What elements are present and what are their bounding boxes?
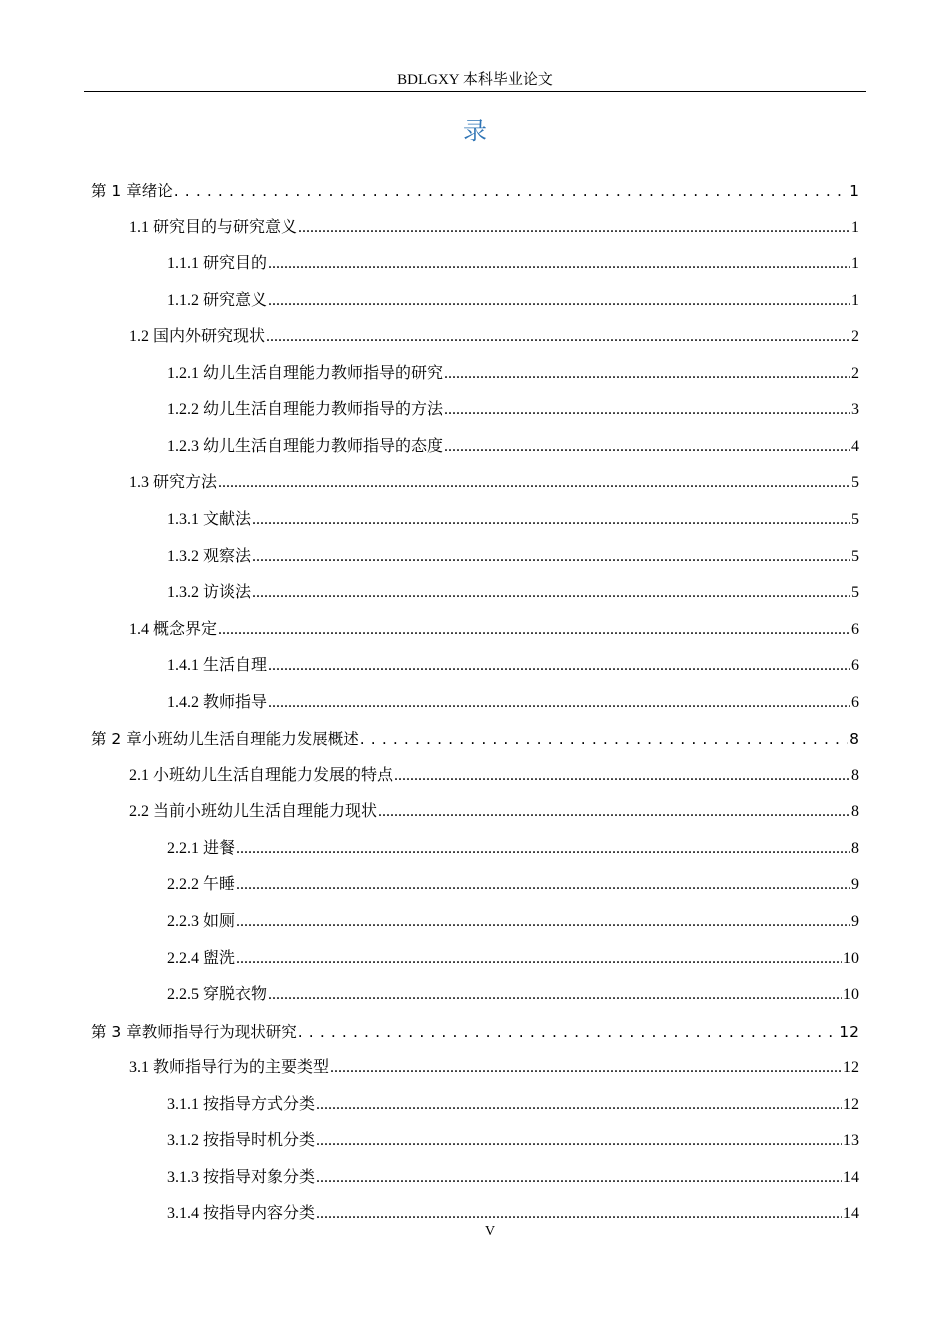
toc-entry[interactable] xyxy=(167,1129,859,1153)
toc-entry-label: 3.1.1 按指导方式分类 xyxy=(167,1096,316,1113)
toc-entry-label: 1.4.2 教师指导 xyxy=(167,694,268,711)
toc-entry-label: 1.3 研究方法 xyxy=(129,474,218,491)
toc-entry[interactable] xyxy=(91,727,859,751)
toc-dot-leader xyxy=(268,252,850,276)
toc-dot-leader xyxy=(444,435,850,459)
toc-entry[interactable] xyxy=(167,362,859,386)
toc-entry[interactable] xyxy=(91,1020,859,1044)
toc-entry[interactable] xyxy=(167,1166,859,1190)
page-number: V xyxy=(484,1224,496,1239)
toc-entry[interactable] xyxy=(167,581,859,605)
toc-dot-leader xyxy=(236,947,842,971)
header-divider xyxy=(84,91,866,92)
toc-entry-label: 1.3.2 访谈法 xyxy=(167,584,252,601)
toc-entry[interactable] xyxy=(129,216,859,240)
toc-dot-leader xyxy=(236,837,850,861)
toc-entry-page: 14 xyxy=(843,1169,859,1186)
toc-entry-page: 5 xyxy=(851,511,859,528)
toc-entry-label: 2.2.5 穿脱衣物 xyxy=(167,986,268,1003)
toc-entry-label: 3.1 教师指导行为的主要类型 xyxy=(129,1059,330,1076)
toc-entry-page: 10 xyxy=(843,986,859,1003)
toc-entry-label: 1.2.2 幼儿生活自理能力教师指导的方法 xyxy=(167,401,444,418)
toc-entry-page: 6 xyxy=(851,621,859,638)
toc-entry-label: 1.4.1 生活自理 xyxy=(167,657,268,674)
toc-entry[interactable] xyxy=(167,873,859,897)
toc-entry-label: 第 1 章绪论 xyxy=(91,182,173,200)
toc-entry[interactable] xyxy=(129,764,859,788)
toc-entry[interactable] xyxy=(167,252,859,276)
toc-entry-label: 1.3.1 文献法 xyxy=(167,511,252,528)
toc-entry-page: 2 xyxy=(851,328,859,345)
toc-entry-page: 4 xyxy=(851,438,859,455)
toc-dot-leader xyxy=(360,727,848,751)
toc-dot-leader xyxy=(316,1166,842,1190)
toc-entry[interactable] xyxy=(167,289,859,313)
toc-entry-page: 8 xyxy=(849,730,859,748)
toc-dot-leader xyxy=(316,1093,842,1117)
toc-entry-label: 2.2.2 午睡 xyxy=(167,876,236,893)
toc-dot-leader xyxy=(298,216,850,240)
toc-dot-leader xyxy=(268,654,850,678)
toc-entry-page: 6 xyxy=(851,694,859,711)
toc-entry[interactable] xyxy=(129,325,859,349)
toc-dot-leader xyxy=(252,508,850,532)
toc-dot-leader xyxy=(444,362,850,386)
toc-entry-label: 1.3.2 观察法 xyxy=(167,548,252,565)
toc-dot-leader xyxy=(298,1020,839,1044)
toc-entry-page: 5 xyxy=(851,474,859,491)
toc-entry-label: 2.2 当前小班幼儿生活自理能力现状 xyxy=(129,803,378,820)
toc-dot-leader xyxy=(330,1056,842,1080)
toc-entry[interactable] xyxy=(167,691,859,715)
toc-entry[interactable] xyxy=(167,983,859,1007)
toc-entry-page: 1 xyxy=(849,182,859,200)
toc-entry-label: 1.1 研究目的与研究意义 xyxy=(129,219,298,236)
toc-dot-leader xyxy=(394,764,850,788)
toc-entry-page: 12 xyxy=(843,1096,859,1113)
toc-dot-leader xyxy=(444,398,850,422)
toc-entry[interactable] xyxy=(129,618,859,642)
toc-entry[interactable] xyxy=(167,910,859,934)
toc-entry-page: 9 xyxy=(851,876,859,893)
toc-dot-leader xyxy=(218,471,850,495)
toc-dot-leader xyxy=(236,910,850,934)
page-header: BDLGXY 本科毕业论文 xyxy=(397,72,553,88)
toc-entry[interactable] xyxy=(167,435,859,459)
toc-entry-page: 8 xyxy=(851,767,859,784)
toc-entry-label: 1.2.1 幼儿生活自理能力教师指导的研究 xyxy=(167,365,444,382)
toc-entry-page: 10 xyxy=(843,950,859,967)
toc-entry-page: 14 xyxy=(843,1205,859,1222)
toc-entry[interactable] xyxy=(167,837,859,861)
toc-entry-page: 1 xyxy=(851,219,859,236)
toc-dot-leader xyxy=(252,581,850,605)
toc-entry-page: 5 xyxy=(851,584,859,601)
toc-entry-label: 1.1.2 研究意义 xyxy=(167,292,268,309)
toc-entry-label: 第 3 章教师指导行为现状研究 xyxy=(91,1023,297,1041)
toc-entry-label: 3.1.4 按指导内容分类 xyxy=(167,1205,316,1222)
toc-entry[interactable] xyxy=(167,545,859,569)
toc-dot-leader xyxy=(174,179,848,203)
toc-dot-leader xyxy=(268,289,850,313)
toc-entry-page: 1 xyxy=(851,255,859,272)
toc-entry-label: 1.2.3 幼儿生活自理能力教师指导的态度 xyxy=(167,438,444,455)
toc-entry[interactable] xyxy=(167,398,859,422)
toc-entry-page: 13 xyxy=(843,1132,859,1149)
toc-dot-leader xyxy=(218,618,850,642)
toc-entry-label: 2.2.1 进餐 xyxy=(167,840,236,857)
toc-entry-page: 8 xyxy=(851,840,859,857)
toc-entry-page: 1 xyxy=(851,292,859,309)
toc-entry[interactable] xyxy=(129,800,859,824)
toc-dot-leader xyxy=(266,325,850,349)
toc-entry-label: 1.2 国内外研究现状 xyxy=(129,328,266,345)
toc-entry-label: 2.1 小班幼儿生活自理能力发展的特点 xyxy=(129,767,394,784)
toc-entry-page: 12 xyxy=(839,1023,859,1041)
toc-entry-page: 12 xyxy=(843,1059,859,1076)
toc-entry-page: 6 xyxy=(851,657,859,674)
toc-entry[interactable] xyxy=(167,1093,859,1117)
toc-dot-leader xyxy=(378,800,850,824)
toc-dot-leader xyxy=(316,1129,842,1153)
toc-entry-label: 1.1.1 研究目的 xyxy=(167,255,268,272)
toc-entry-page: 3 xyxy=(851,401,859,418)
toc-title: 录 xyxy=(463,117,487,145)
toc-entry-label: 3.1.2 按指导时机分类 xyxy=(167,1132,316,1149)
toc-dot-leader xyxy=(236,873,850,897)
toc-entry-page: 2 xyxy=(851,365,859,382)
toc-entry-page: 5 xyxy=(851,548,859,565)
toc-entry-label: 3.1.3 按指导对象分类 xyxy=(167,1169,316,1186)
toc-entry[interactable] xyxy=(91,179,859,203)
toc-dot-leader xyxy=(268,691,850,715)
toc-entry-page: 9 xyxy=(851,913,859,930)
toc-entry-label: 第 2 章小班幼儿生活自理能力发展概述 xyxy=(91,730,359,748)
toc-dot-leader xyxy=(252,545,850,569)
toc-entry[interactable] xyxy=(167,508,859,532)
toc-entry-label: 2.2.4 盥洗 xyxy=(167,950,236,967)
toc-entry[interactable] xyxy=(129,1056,859,1080)
toc-dot-leader xyxy=(268,983,842,1007)
toc-entry-page: 8 xyxy=(851,803,859,820)
toc-entry[interactable] xyxy=(129,471,859,495)
toc-entry[interactable] xyxy=(167,654,859,678)
toc-entry-label: 1.4 概念界定 xyxy=(129,621,218,638)
toc-entry-label: 2.2.3 如厕 xyxy=(167,913,236,930)
toc-entry[interactable] xyxy=(167,947,859,971)
